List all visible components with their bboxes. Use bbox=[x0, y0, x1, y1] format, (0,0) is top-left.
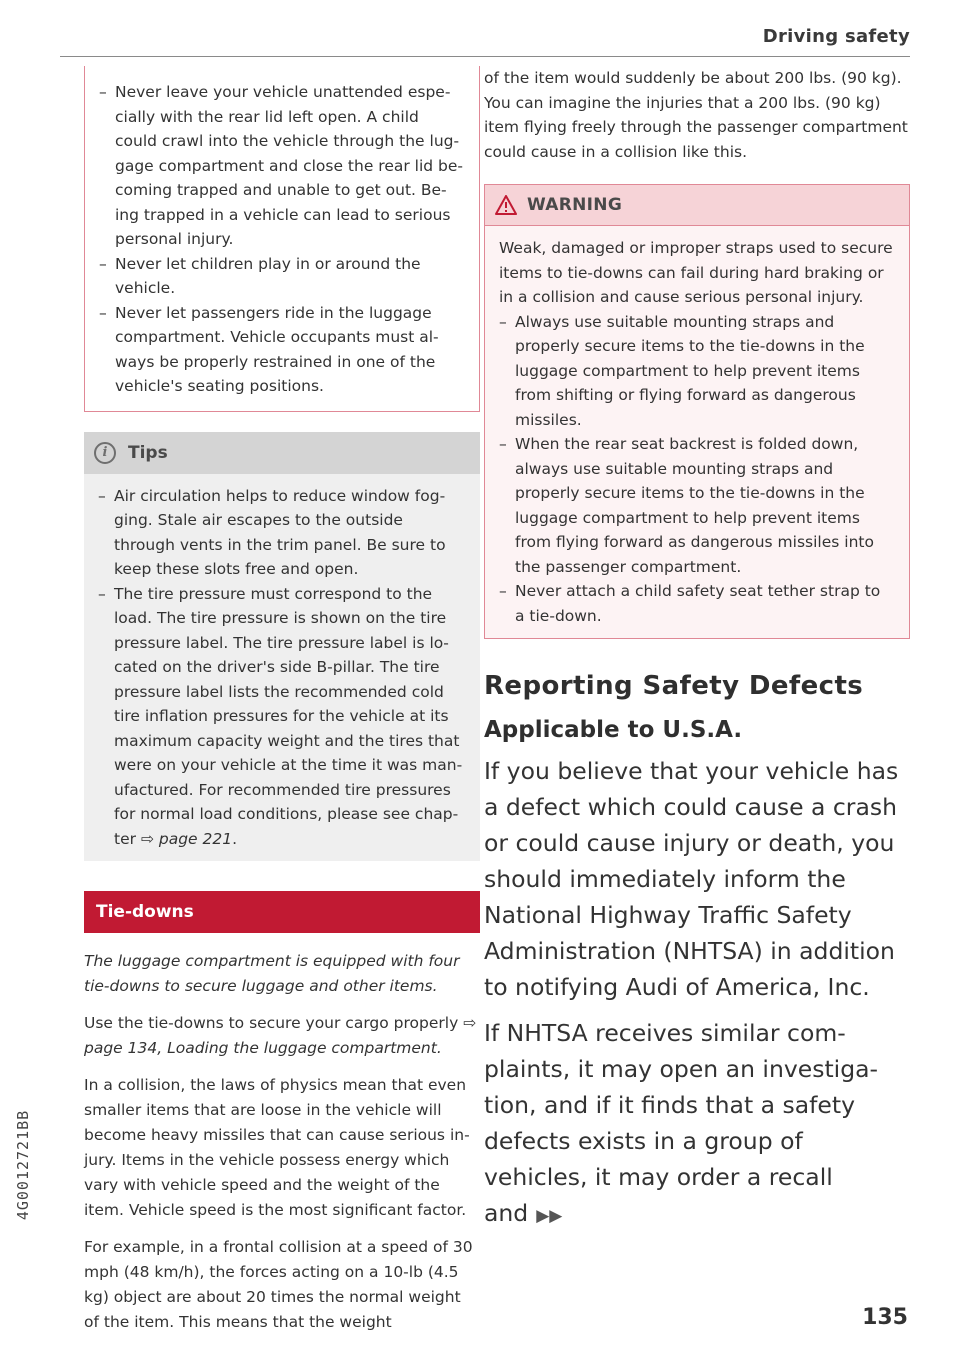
info-icon: i bbox=[94, 442, 116, 464]
warning-label: WARNING bbox=[527, 195, 623, 215]
list-item: – When the rear seat backrest is folded down, always use suitable mounting straps and properly secure items to the tie-downs in the luggage compartment to help prevent items from flying forward as dangerous missiles into the passenger compartment. bbox=[499, 432, 893, 579]
warning-continued-box bbox=[84, 66, 480, 412]
header-title: Driving safety bbox=[762, 26, 910, 47]
list-item: – Always use suitable mounting straps and properly secure items to the tie-downs in the luggage compartment to help prevent items from shifting or flying forward as dangerous missiles. bbox=[499, 310, 893, 433]
large-paragraph-text: If NHTSA receives similar complaints, it may open an investigation, and if it finds that a safety defects exists in a group of vehicles, it may order a recall and bbox=[484, 1019, 879, 1227]
warning-header bbox=[484, 184, 910, 226]
large-paragraph bbox=[484, 1015, 910, 1234]
warning-continued-list bbox=[99, 80, 463, 399]
side-document-code: 4G0012721BB bbox=[14, 1109, 32, 1221]
paragraph: For example, in a frontal collision at a speed of 30 mph (48 km/h), the forces acting on a 10-lb (4.5 kg) object are about 20 times the normal weight of the item. This means that the weight bbox=[84, 1238, 473, 1331]
left-column bbox=[84, 66, 480, 1335]
tips-item-text: The tire pressure must correspond to the load. The tire pressure is shown on the tire pressure label. The tire pressure label is located on the driver's side B-pillar. The tire pressure label lists the recommended cold tire inflation pressures for the vehicle at its maximum capacity weight and the tires that were on your vehicle at the time it was manufactured. For recommended tire pressures for normal load conditions, please see chapter bbox=[114, 584, 463, 848]
list-item: – Never leave your vehicle unattended especially with the rear lid left open. A child could crawl into the vehicle through the luggage compartment and close the rear lid becoming trapped and unable to get out. Being trapped in a vehicle can lead to serious personal injury. bbox=[99, 80, 463, 252]
section-title-bar: Tie-downs bbox=[84, 891, 480, 933]
list-item: – Never attach a child safety seat tether strap to a tie-down. bbox=[499, 579, 893, 628]
list-item bbox=[98, 582, 466, 852]
paragraph: In a collision, the laws of physics mean that even smaller items that are loose in the vehicle will become heavy missiles that can cause serious injury. Items in the vehicle possess energy which vary with vehicle speed and the weight of the item. Vehicle speed is the most significant factor. bbox=[84, 1076, 470, 1219]
right-column bbox=[484, 66, 910, 1234]
page-number: 135 bbox=[862, 1305, 908, 1330]
page-reference-link[interactable]: ⇨ page 221 bbox=[140, 829, 233, 848]
section-intro: The luggage compartment is equipped with four tie-downs to secure luggage and other items. bbox=[84, 952, 460, 995]
paragraph bbox=[84, 1011, 480, 1061]
warning-list bbox=[499, 310, 893, 629]
tips-label: Tips bbox=[128, 442, 168, 463]
tips-item-suffix: . bbox=[232, 829, 238, 848]
page-reference-link[interactable]: ⇨ page 134, Loading the luggage compartment. bbox=[84, 1014, 477, 1057]
warning-triangle-icon bbox=[495, 195, 517, 215]
section-subheading: Applicable to U.S.A. bbox=[484, 717, 743, 743]
section-heading: Reporting Safety Defects bbox=[484, 671, 864, 701]
list-item: – Never let passengers ride in the luggage compartment. Vehicle occupants must always be properly restrained in one of the vehicle's seating positions. bbox=[99, 301, 463, 399]
tips-list bbox=[98, 484, 466, 852]
large-paragraph: If you believe that your vehicle has a defect which could cause a crash or could cause injury or death, you should immediately inform the National Highway Traffic Safety Administration (NHTSA) in addition to notifying Audi of America, Inc. bbox=[484, 757, 899, 1001]
continue-arrow-icon: ▶▶ bbox=[536, 1206, 563, 1226]
list-item: – Air circulation helps to reduce window fogging. Stale air escapes to the outside through vents in the trim panel. Be sure to keep these slots free and open. bbox=[98, 484, 466, 582]
header-rule bbox=[60, 56, 910, 57]
paragraph-continued: of the item would suddenly be about 200 lbs. (90 kg). You can imagine the injuries that a 200 lbs. (90 kg) item flying freely through the passenger compartment could cause in a collision like this. bbox=[484, 69, 908, 161]
paragraph-text: Use the tie-downs to secure your cargo properly bbox=[84, 1014, 459, 1032]
warning-body bbox=[484, 226, 910, 639]
tips-body bbox=[84, 474, 480, 862]
list-item: – Never let children play in or around the vehicle. bbox=[99, 252, 463, 301]
tips-header bbox=[84, 432, 480, 474]
warning-intro: Weak, damaged or improper straps used to secure items to tie-downs can fail during hard braking or in a collision and cause serious personal injury. bbox=[499, 239, 893, 306]
